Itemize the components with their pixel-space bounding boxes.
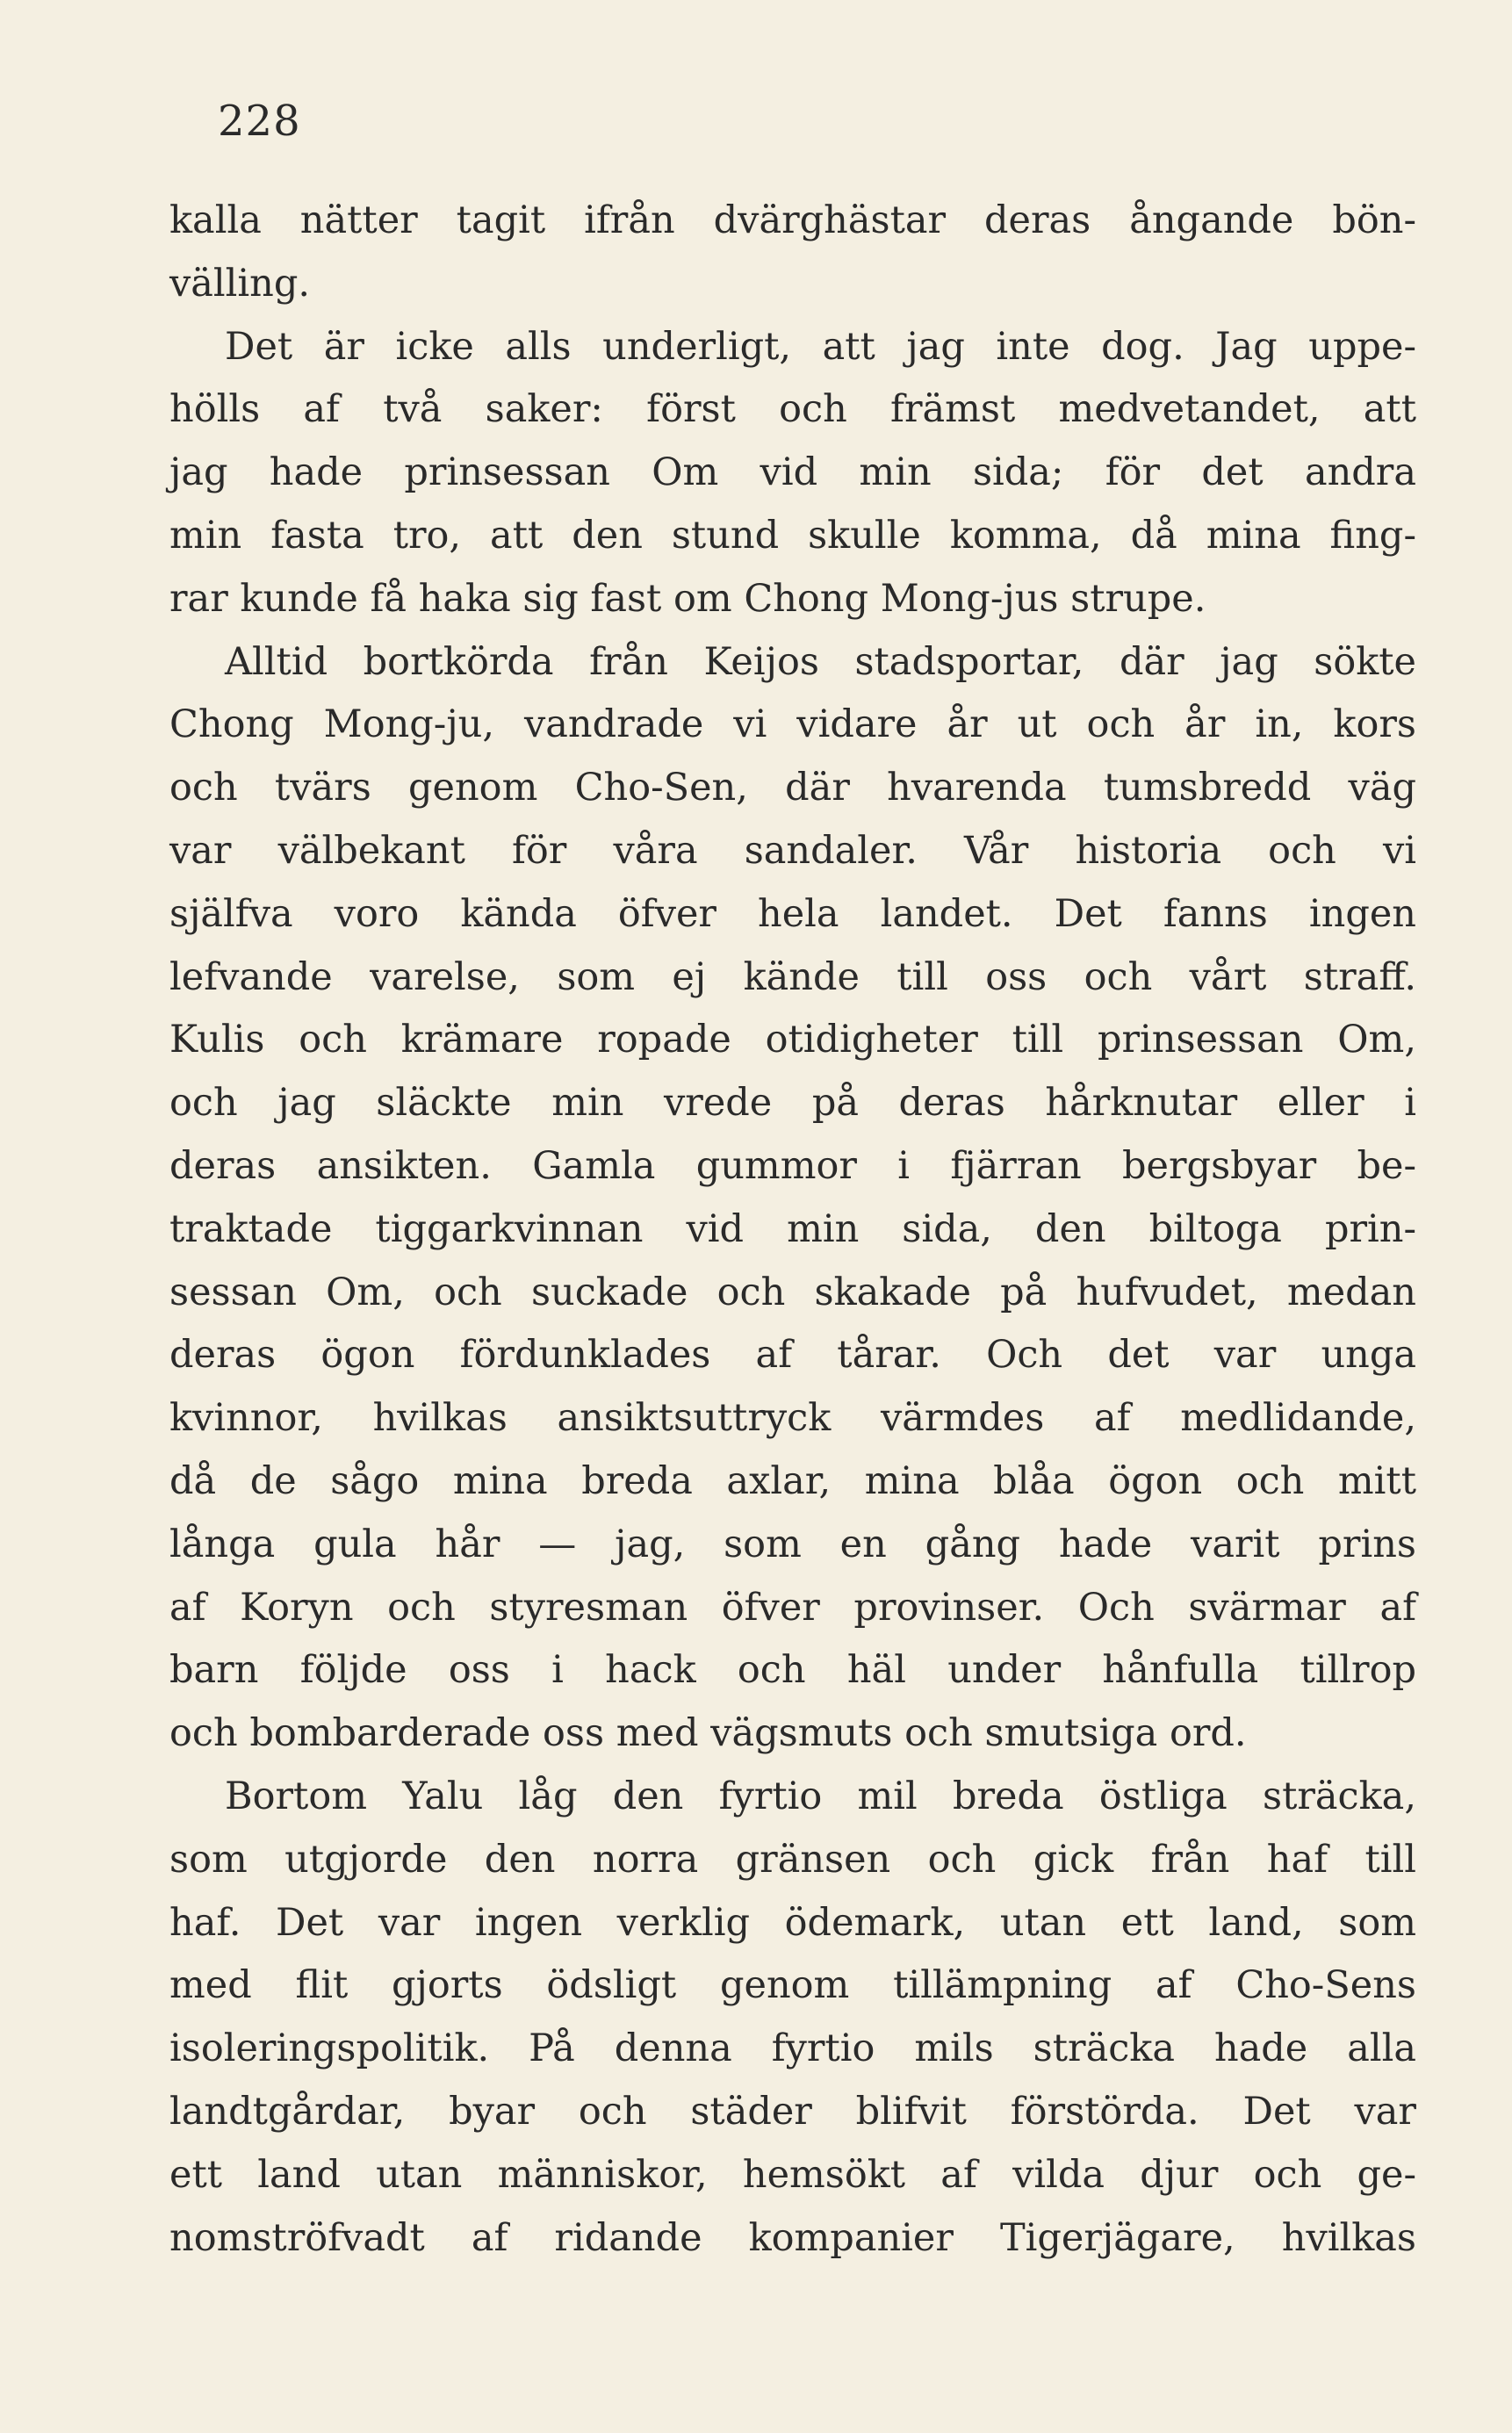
text-line: jag hade prinsessan Om vid min sida; för det andra xyxy=(169,450,1416,495)
body-text xyxy=(169,190,1416,2270)
text-line: och jag släckte min vrede på deras hårknutar eller i xyxy=(169,1081,1416,1126)
text-line: som utgjorde den norra gränsen och gick från haf till xyxy=(169,1837,1416,1882)
text-line: Kulis och krämare ropade otidigheter till prinsessan Om, xyxy=(169,1018,1416,1062)
text-line: deras ansikten. Gamla gummor i fjärran bergsbyar be- xyxy=(169,1143,1416,1188)
text-line: själfva voro kända öfver hela landet. Det fanns ingen xyxy=(169,891,1416,936)
text-line: Det är icke alls underligt, att jag inte dog. Jag uppe- xyxy=(225,324,1416,369)
text-line: sessan Om, och suckade och skakade på hufvudet, medan xyxy=(169,1270,1416,1314)
text-line: haf. Det var ingen verklig ödemark, utan ett land, som xyxy=(169,1900,1416,1945)
text-line: barn följde oss i hack och häl under hånfulla tillrop xyxy=(169,1648,1416,1693)
text-line: min fasta tro, att den stund skulle komma, då mina fing- xyxy=(169,513,1416,558)
text-line: kalla nätter tagit ifrån dvärghästar deras ångande bön- xyxy=(169,198,1416,242)
text-line: deras ögon fördunklades af tårar. Och det var unga xyxy=(169,1333,1416,1378)
text-line: hölls af två saker: först och främst medvetandet, att xyxy=(169,387,1416,432)
text-line: ett land utan människor, hemsökt af vilda djur och ge- xyxy=(169,2152,1416,2197)
text-line: landtgårdar, byar och städer blifvit förstörda. Det var xyxy=(169,2089,1416,2134)
text-line: långa gula hår — jag, som en gång hade varit prins xyxy=(169,1522,1416,1566)
page-number: 228 xyxy=(218,97,301,146)
text-line: af Koryn och styresman öfver provinser. Och svärmar af xyxy=(169,1585,1416,1630)
text-line: med flit gjorts ödsligt genom tillämpning af Cho-Sens xyxy=(169,1963,1416,2008)
text-line: och tvärs genom Cho-Sen, där hvarenda tumsbredd väg xyxy=(169,766,1416,810)
text-line: rar kunde få haka sig fast om Chong Mong-jus strupe. xyxy=(169,576,1206,621)
text-line: kvinnor, hvilkas ansiktsuttryck värmdes af medlidande, xyxy=(169,1396,1416,1441)
text-line: Chong Mong-ju, vandrade vi vidare år ut och år in, kors xyxy=(169,702,1416,747)
text-line: nomströfvadt af ridande kompanier Tigerjägare, hvilkas xyxy=(169,2215,1416,2260)
text-line: Alltid bortkörda från Keijos stadsportar, där jag sökte xyxy=(225,639,1416,684)
text-line: välling. xyxy=(169,261,311,306)
text-line: Bortom Yalu låg den fyrtio mil breda östliga sträcka, xyxy=(225,1774,1416,1818)
text-line: isoleringspolitik. På denna fyrtio mils sträcka hade alla xyxy=(169,2026,1416,2071)
text-line: var välbekant för våra sandaler. Vår historia och vi xyxy=(169,828,1416,873)
text-line: och bombarderade oss med vägsmuts och smutsiga ord. xyxy=(169,1711,1247,1756)
text-line: då de sågo mina breda axlar, mina blåa ögon och mitt xyxy=(169,1458,1416,1503)
text-line: lefvande varelse, som ej kände till oss och vårt straff. xyxy=(169,954,1416,999)
text-line: traktade tiggarkvinnan vid min sida, den biltoga prin- xyxy=(169,1206,1416,1251)
